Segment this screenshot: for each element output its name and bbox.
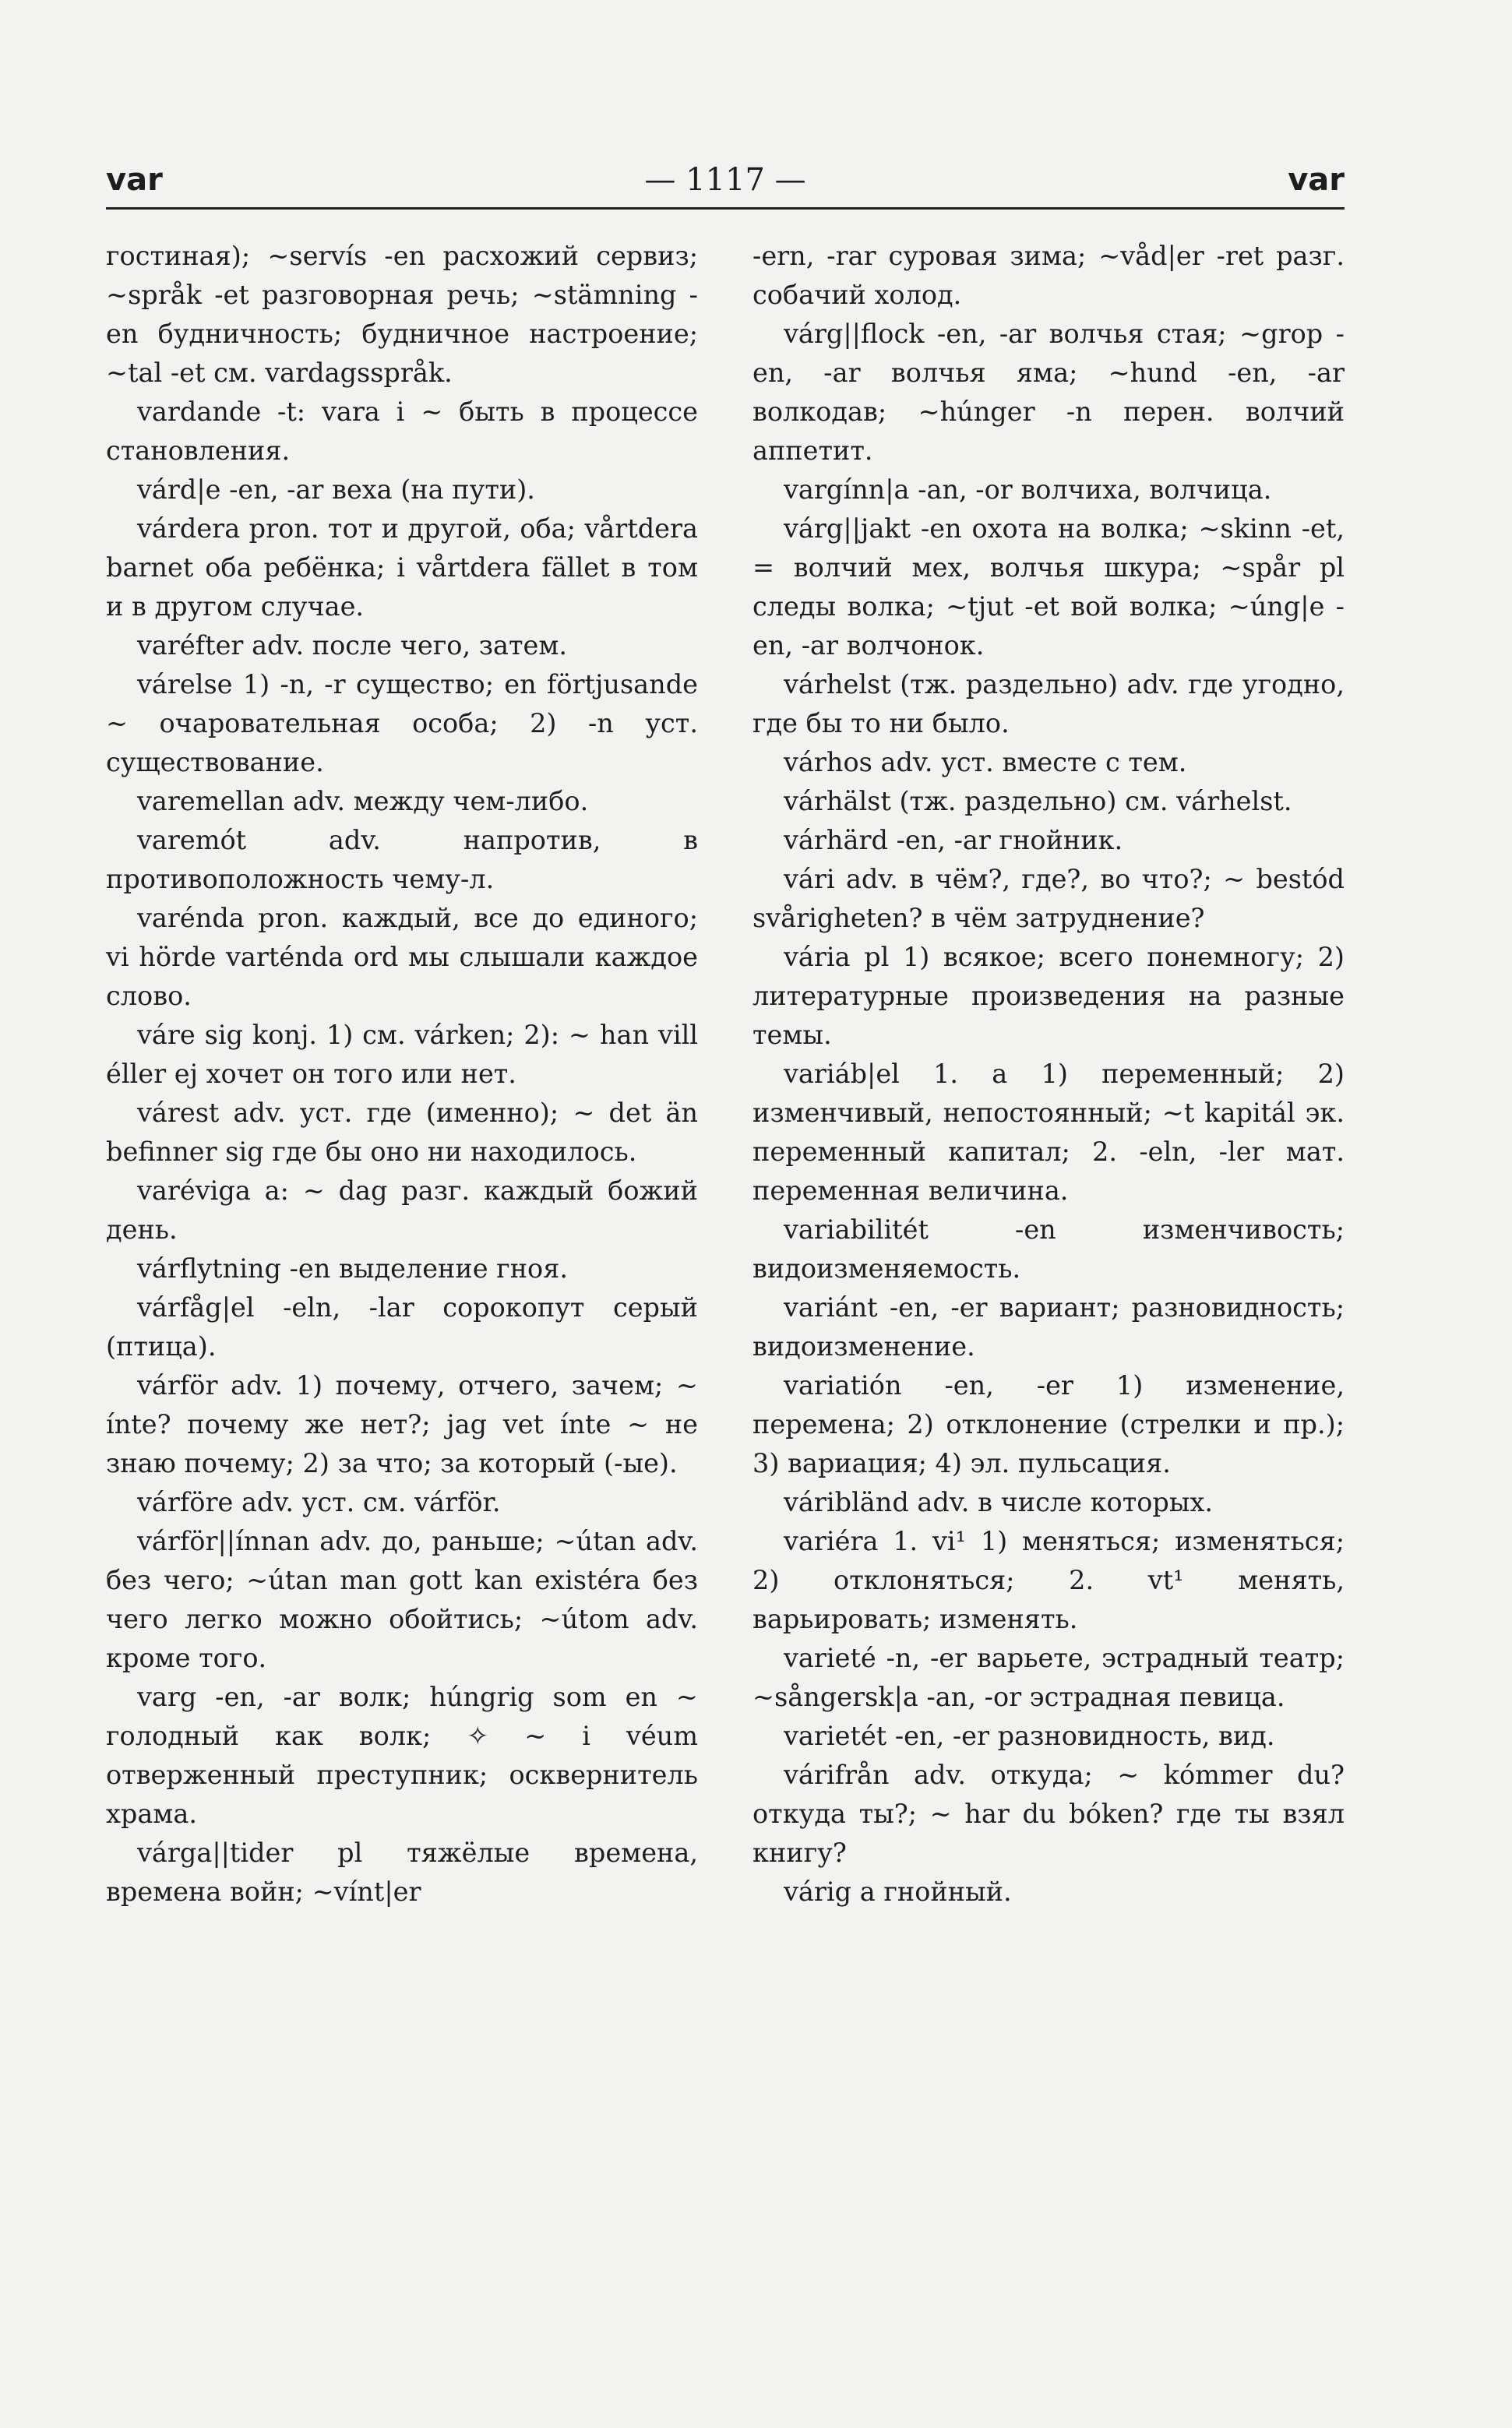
dictionary-entry: várhos adv. уст. вместе с тем. — [784, 747, 1187, 777]
dictionary-entry: vári adv. в чём?, где?, во что?; ~ bestód svårigheten? в чём затруднение? — [752, 864, 1345, 933]
dictionary-entry: varieté -n, -er варьете, эстрадный театр; ~sångersk|a -an, -or эстрадная певица. — [752, 1643, 1345, 1712]
dictionary-entry: várföre adv. уст. см. várför. — [137, 1487, 501, 1517]
guide-word-right: var — [1288, 162, 1345, 198]
dictionary-entry: váribländ adv. в числе которых. — [784, 1487, 1214, 1517]
dictionary-entry: varietét -en, -er разновидность, вид. — [784, 1721, 1275, 1751]
dictionary-entry: várig a гнойный. — [784, 1877, 1012, 1907]
dictionary-entry: várg||flock -en, -ar волчья стая; ~grop -en, -ar волчья яма; ~hund -en, -ar волкодав; ~húnger -n перен. волчий аппетит. — [752, 319, 1345, 466]
dictionary-entry: várelse 1) -n, -r существо; en förtjusande ~ очаровательная особа; 2) -n уст. существование. — [106, 669, 698, 777]
dictionary-entry: várga||tider pl тяжёлые времена, времена войн; ~vínt|er — [106, 1838, 698, 1907]
dictionary-entry: várest adv. уст. где (именно); ~ det än befinner sig где бы оно ни находилось. — [106, 1098, 698, 1167]
dictionary-entry: várdera pron. тот и другой, оба; vårtdera barnet оба ребёнка; i vårtdera fället в том и в другом случае. — [106, 513, 698, 622]
dictionary-entry: várfåg|el -eln, -lar сорокопут серый (птица). — [106, 1292, 698, 1362]
guide-word-left: var — [106, 162, 163, 198]
dictionary-entry: várför adv. 1) почему, отчего, зачем; ~ ínte? почему же нет?; jag vet ínte ~ не знаю почему; 2) за что; за который (-ые). — [106, 1370, 698, 1478]
running-head — [106, 162, 1345, 206]
dictionary-entry: -ern, -rar суровая зима; ~våd|er -ret разг. собачий холод. — [752, 241, 1345, 310]
header-rule — [106, 207, 1345, 210]
page-number: — 1117 — — [644, 162, 806, 198]
dictionary-entry: vardande -t: vara i ~ быть в процессе становления. — [106, 396, 698, 466]
dictionary-entry: varg -en, -ar волк; húngrig som en ~ голодный как волк; ✧ ~ i véum отверженный преступник; осквернитель храма. — [106, 1682, 698, 1829]
dictionary-entry: várför||ínnan adv. до, раньше; ~útan adv. без чего; ~útan man gott kan existéra без чего легко можно обойтись; ~útom adv. кроме того. — [106, 1526, 698, 1673]
dictionary-entry: varemellan adv. между чем-либо. — [137, 786, 589, 816]
dictionary-entry: várifrån adv. откуда; ~ kómmer du? откуда ты?; ~ har du bóken? где ты взял книгу? — [752, 1760, 1345, 1868]
dictionary-entry: vargínn|a -an, -or волчиха, волчица. — [784, 474, 1272, 505]
dictionary-entry: гостиная); ~servís -en расхожий сервиз; ~språk -et разговорная речь; ~stämning -en будничность; будничное настроение; ~tal -et см. vardagsspråk. — [106, 241, 698, 388]
dictionary-entry: várflytning -en выделение гноя. — [137, 1253, 569, 1284]
left-column — [106, 237, 698, 1912]
dictionary-entry: varéviga a: ~ dag разг. каждый божий день. — [106, 1175, 698, 1245]
dictionary-entry: variéra 1. vi¹ 1) меняться; изменяться; 2) отклоняться; 2. vt¹ менять, варьировать; изменять. — [752, 1526, 1345, 1634]
dictionary-entry: várg||jakt -en охота на волка; ~skinn -et, = волчий мех, волчья шкура; ~spår pl следы волка; ~tjut -et вой волка; ~úng|e -en, -ar волчонок. — [752, 513, 1345, 661]
dictionary-entry: várhälst (тж. раздельно) см. várhelst. — [784, 786, 1292, 816]
right-column — [752, 237, 1345, 1912]
dictionary-entry: variatión -en, -er 1) изменение, перемена; 2) отклонение (стрелки и пр.); 3) вариация; 4) эл. пульсация. — [752, 1370, 1345, 1478]
dictionary-entry: várd|e -en, -ar веха (на пути). — [137, 474, 535, 505]
dictionary-entry: vária pl 1) всякое; всего понемногу; 2) литературные произведения на разные темы. — [752, 942, 1345, 1050]
dictionary-entry: varéfter adv. после чего, затем. — [137, 630, 568, 661]
dictionary-entry: variabilitét -en изменчивость; видоизменяемость. — [752, 1214, 1345, 1284]
dictionary-entry: váre sig konj. 1) см. várken; 2): ~ han vill éller ej хочет он того или нет. — [106, 1020, 698, 1089]
dictionary-entry: varénda pron. каждый, все до единого; vi hörde varténda ord мы слышали каждое слово. — [106, 903, 698, 1011]
dictionary-entry: várhelst (тж. раздельно) adv. где угодно, где бы то ни было. — [752, 669, 1345, 738]
dictionary-entry: variánt -en, -er вариант; разновидность; видоизменение. — [752, 1292, 1345, 1362]
dictionary-entry: variáb|el 1. a 1) переменный; 2) изменчивый, непостоянный; ~t kapitál эк. переменный капитал; 2. -eln, -ler мат. переменная величина. — [752, 1059, 1345, 1206]
dictionary-entry: várhärd -en, -ar гнойник. — [784, 825, 1123, 855]
dictionary-entry: varemót adv. напротив, в противоположность чему-л. — [106, 825, 698, 894]
